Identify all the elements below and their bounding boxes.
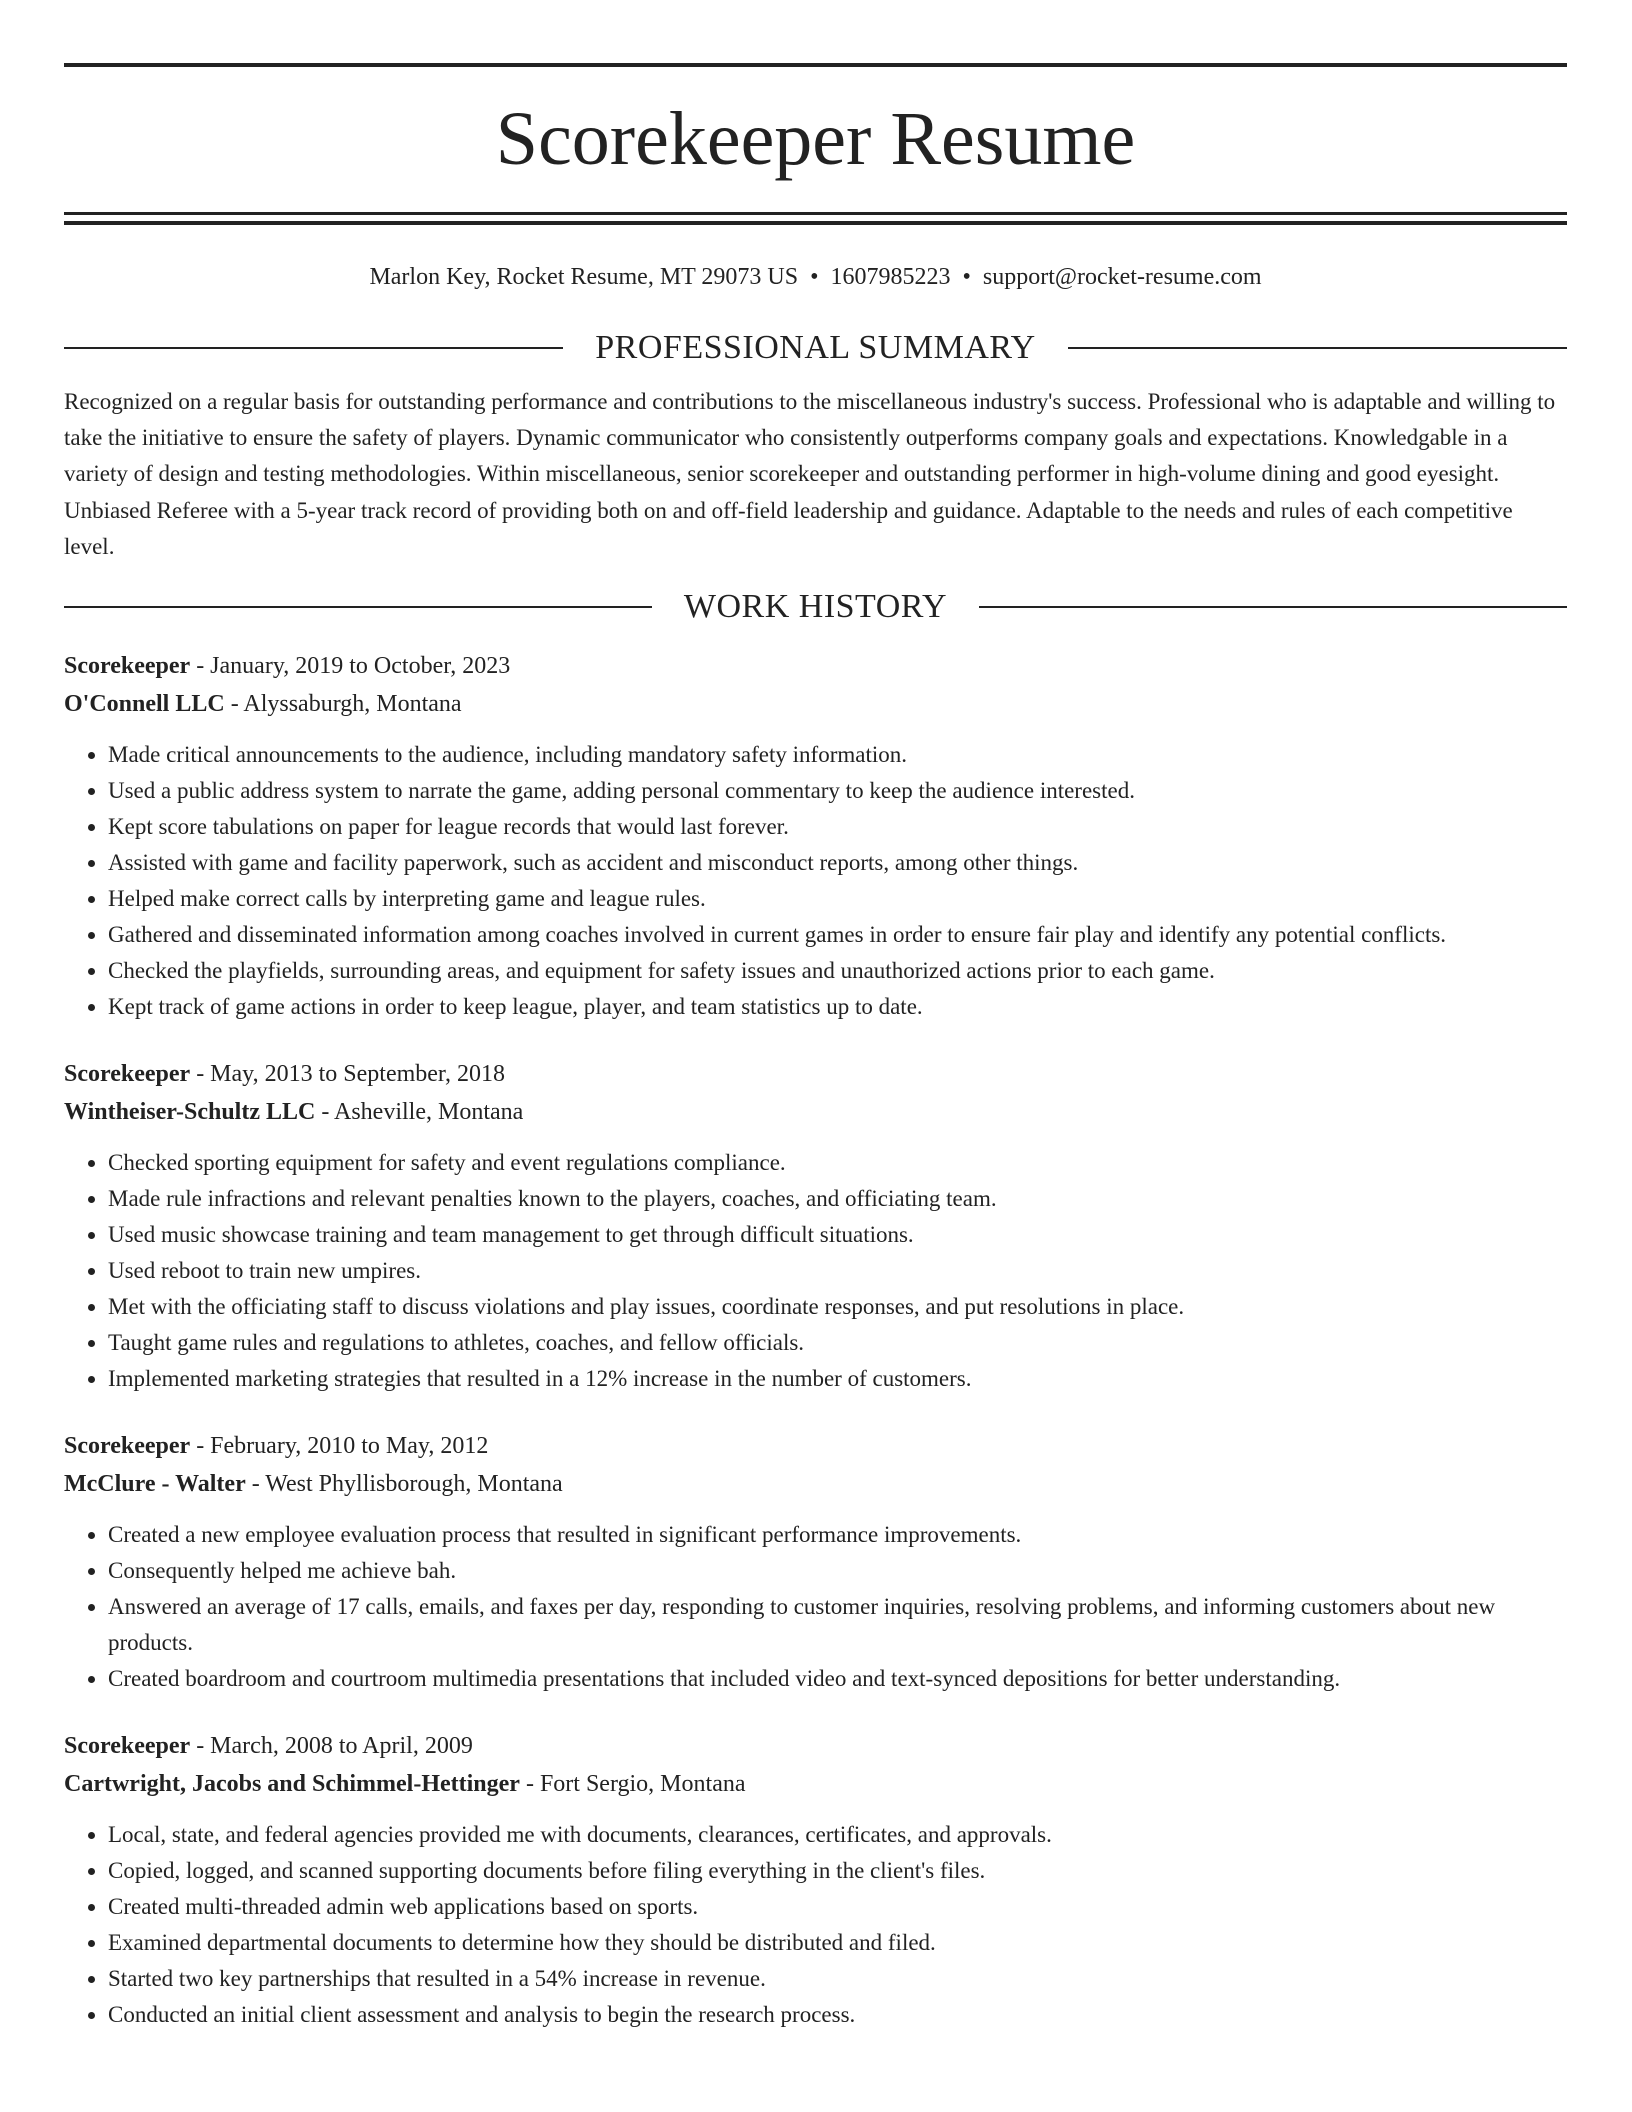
job-bullet: • Used music showcase training and team management to get through difficult situations.	[108, 1217, 1567, 1253]
job-bullet: • Checked the playfields, surrounding areas, and equipment for safety issues and unauthorized actions prior to each game.	[108, 953, 1567, 989]
job-dates: - January, 2019 to October, 2023	[190, 653, 511, 680]
contact-line	[64, 262, 1567, 292]
job-company-line	[64, 685, 1567, 723]
job-bullet: • Used a public address system to narrate the game, adding personal commentary to keep the audience interested.	[108, 773, 1567, 809]
job-title: Scorekeeper	[64, 1733, 191, 1760]
job-location: - Asheville, Montana	[315, 1099, 524, 1126]
job-company: Cartwright, Jacobs and Schimmel-Hettinger	[64, 1771, 520, 1798]
job-bullet-list	[64, 1817, 1567, 2033]
job-company: Wintheiser-Schultz LLC	[64, 1099, 316, 1126]
job-bullet: • Consequently helped me achieve bah.	[108, 1553, 1567, 1589]
job-dates: - February, 2010 to May, 2012	[190, 1433, 489, 1460]
job-bullet: • Met with the officiating staff to discuss violations and play issues, coordinate responses, and put resolutions in place.	[108, 1289, 1567, 1325]
job-title-line	[64, 1727, 1567, 1765]
job-bullet: • Made rule infractions and relevant penalties known to the players, coaches, and officiating team.	[108, 1181, 1567, 1217]
job-bullet: • Assisted with game and facility paperwork, such as accident and misconduct reports, among other things.	[108, 845, 1567, 881]
job-title: Scorekeeper	[64, 1433, 191, 1460]
contact-address: Marlon Key, Rocket Resume, MT 29073 US	[369, 264, 799, 290]
job-bullet: • Kept score tabulations on paper for league records that would last forever.	[108, 809, 1567, 845]
job-company-line	[64, 1765, 1567, 1803]
job-bullet: • Kept track of game actions in order to keep league, player, and team statistics up to date.	[108, 989, 1567, 1025]
contact-phone: 1607985223	[830, 264, 951, 290]
job-entry	[64, 1055, 1567, 1397]
job-title: Scorekeeper	[64, 653, 191, 680]
job-bullet: • Created boardroom and courtroom multimedia presentations that included video and text-synced depositions for better understanding.	[108, 1661, 1567, 1697]
job-entry	[64, 1727, 1567, 2033]
top-rule	[64, 63, 1567, 67]
job-company-line	[64, 1465, 1567, 1503]
job-entry	[64, 1427, 1567, 1697]
contact-separator: •	[962, 264, 971, 290]
job-bullet: • Made critical announcements to the audience, including mandatory safety information.	[108, 737, 1567, 773]
job-title: Scorekeeper	[64, 1061, 191, 1088]
job-title-line	[64, 1427, 1567, 1465]
job-title-line	[64, 647, 1567, 685]
job-company-line	[64, 1093, 1567, 1131]
job-dates: - May, 2013 to September, 2018	[190, 1061, 505, 1088]
summary-heading-text: PROFESSIONAL SUMMARY	[595, 329, 1036, 366]
job-bullet: • Created a new employee evaluation process that resulted in significant performance improvements.	[108, 1517, 1567, 1553]
work-history-list	[64, 647, 1567, 2033]
contact-email: support@rocket-resume.com	[982, 264, 1262, 290]
job-bullet-list	[64, 737, 1567, 1025]
job-bullet: • Taught game rules and regulations to athletes, coaches, and fellow officials.	[108, 1325, 1567, 1361]
resume-title: Scorekeeper Resume	[495, 97, 1136, 181]
professional-summary: Recognized on a regular basis for outstanding performance and contributions to the miscellaneous industry's success. Professional who is adaptable and willing to take the initiative to ensure the safety of players. Dynamic communicator who consistently outperforms company goals and expectations. Knowledgable in a variety of design and testing methodologies. Within miscellaneous, senior scorekeeper and outstanding performer in high-volume dining and good eyesight. Unbiased Referee with a 5-year track record of providing both on and off-field leadership and guidance. Adaptable to the needs and rules of each competitive level.	[64, 389, 1556, 559]
job-entry	[64, 647, 1567, 1025]
job-bullet: • Used reboot to train new umpires.	[108, 1253, 1567, 1289]
job-location: - Alyssaburgh, Montana	[224, 691, 462, 718]
job-bullet-list	[64, 1517, 1567, 1697]
work-section-heading	[64, 585, 1567, 629]
job-bullet: • Conducted an initial client assessment and analysis to begin the research process.	[108, 1997, 1567, 2033]
contact-separator: •	[810, 264, 819, 290]
job-bullet: • Gathered and disseminated information among coaches involved in current games in order to ensure fair play and identify any potential conflicts.	[108, 917, 1567, 953]
job-bullet: • Local, state, and federal agencies provided me with documents, clearances, certificates, and approvals.	[108, 1817, 1567, 1853]
summary-section-heading	[64, 326, 1567, 370]
work-heading-text: WORK HISTORY	[683, 588, 948, 626]
resume-page	[64, 0, 1567, 2033]
job-location: - West Phyllisborough, Montana	[245, 1471, 563, 1498]
job-bullet: • Created multi-threaded admin web applications based on sports.	[108, 1889, 1567, 1925]
job-bullet-list	[64, 1145, 1567, 1397]
job-bullet: • Copied, logged, and scanned supporting documents before filing everything in the client's files.	[108, 1853, 1567, 1889]
job-bullet: • Started two key partnerships that resulted in a 54% increase in revenue.	[108, 1961, 1567, 1997]
job-bullet: • Helped make correct calls by interpreting game and league rules.	[108, 881, 1567, 917]
job-bullet: • Answered an average of 17 calls, emails, and faxes per day, responding to customer inquiries, resolving problems, and informing customers about new products.	[108, 1589, 1567, 1661]
job-company: O'Connell LLC	[64, 691, 225, 718]
job-location: - Fort Sergio, Montana	[519, 1771, 746, 1798]
job-bullet: • Examined departmental documents to determine how they should be distributed and filed.	[108, 1925, 1567, 1961]
job-dates: - March, 2008 to April, 2009	[190, 1733, 473, 1760]
job-bullet: • Checked sporting equipment for safety and event regulations compliance.	[108, 1145, 1567, 1181]
job-company: McClure - Walter	[64, 1471, 246, 1498]
title-double-rule	[64, 212, 1567, 225]
job-title-line	[64, 1055, 1567, 1093]
job-bullet: • Implemented marketing strategies that resulted in a 12% increase in the number of customers.	[108, 1361, 1567, 1397]
